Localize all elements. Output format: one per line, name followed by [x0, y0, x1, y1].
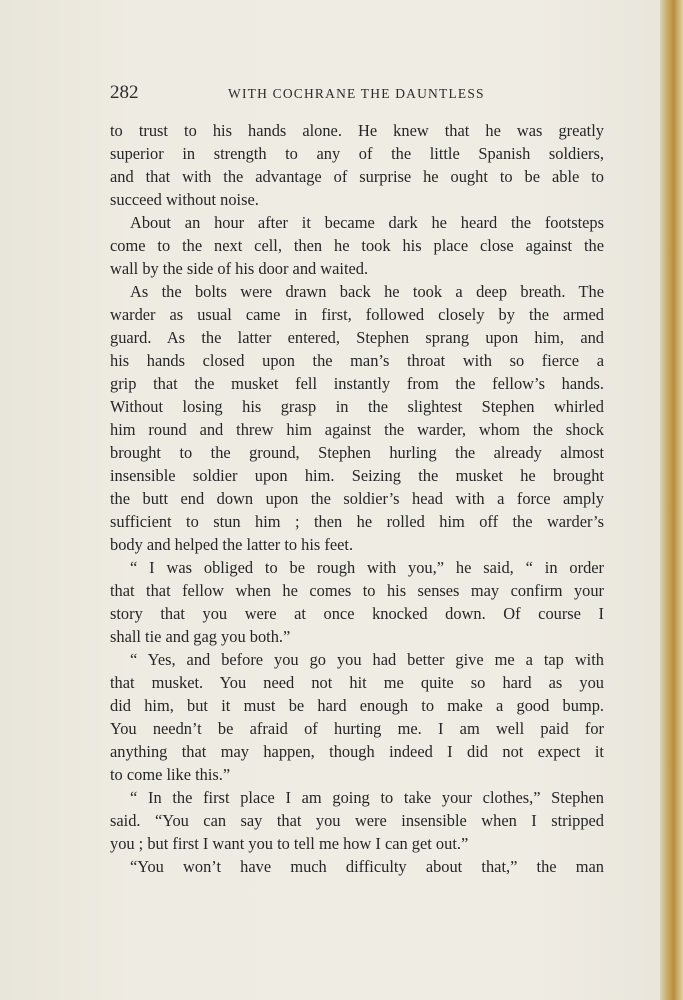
- text-line: superior in strength to any of the little Spanish soldiers,: [110, 144, 604, 163]
- text-line: “ I was obliged to be rough with you,” he said, “ in order: [130, 558, 604, 577]
- text-line: said. “You can say that you were insensible when I stripped: [110, 811, 604, 830]
- text-line: to trust to his hands alone. He knew that he was greatly: [110, 121, 604, 140]
- text-line: did him, but it must be hard enough to make a good bump.: [110, 696, 604, 715]
- text-line: that that fellow when he comes to his senses may confirm your: [110, 581, 604, 600]
- text-line: story that you were at once knocked down. Of course I: [110, 604, 604, 623]
- text-line: As the bolts were drawn back he took a deep breath. The: [130, 282, 604, 301]
- text-line: his hands closed upon the man’s throat with so fierce a: [110, 351, 604, 370]
- page-number: 282: [110, 82, 139, 103]
- page-edge-binding: [660, 0, 683, 1000]
- text-line: guard. As the latter entered, Stephen sprang upon him, and: [110, 328, 604, 347]
- text-line: Without losing his grasp in the slightest Stephen whirled: [110, 397, 604, 416]
- text-line: anything that may happen, though indeed I did not expect it: [110, 742, 604, 761]
- text-line: sufficient to stun him ; then he rolled him off the warder’s: [110, 512, 604, 531]
- text-line: the butt end down upon the soldier’s head with a force amply: [110, 489, 604, 508]
- text-line: About an hour after it became dark he heard the footsteps: [130, 213, 604, 232]
- text-line: and that with the advantage of surprise he ought to be able to: [110, 167, 604, 186]
- text-line: to come like this.”: [110, 765, 231, 784]
- text-line: warder as usual came in first, followed closely by the armed: [110, 305, 604, 324]
- body-text: [110, 119, 604, 878]
- text-line: shall tie and gag you both.”: [110, 627, 291, 646]
- text-line: “You won’t have much difficulty about that,” the man: [130, 857, 604, 876]
- text-line: come to the next cell, then he took his place close against the: [110, 236, 604, 255]
- text-line: body and helped the latter to his feet.: [110, 535, 354, 554]
- text-line: brought to the ground, Stephen hurling the already almost: [110, 443, 604, 462]
- text-line: “ Yes, and before you go you had better give me a tap with: [130, 650, 604, 669]
- page-header: [110, 82, 604, 106]
- text-line: that musket. You need not hit me quite so hard as you: [110, 673, 604, 692]
- text-line: “ In the first place I am going to take your clothes,” Stephen: [130, 788, 604, 807]
- text-line: you ; but first I want you to tell me how I can get out.”: [110, 834, 469, 853]
- running-head: WITH COCHRANE THE DAUNTLESS: [228, 86, 485, 101]
- text-line: insensible soldier upon him. Seizing the musket he brought: [110, 466, 604, 485]
- text-line: You needn’t be afraid of hurting me. I am well paid for: [110, 719, 604, 738]
- text-line: succeed without noise.: [110, 190, 259, 209]
- text-line: grip that the musket fell instantly from the fellow’s hands.: [110, 374, 604, 393]
- text-line: wall by the side of his door and waited.: [110, 259, 369, 278]
- text-line: him round and threw him against the warder, whom the shock: [110, 420, 604, 439]
